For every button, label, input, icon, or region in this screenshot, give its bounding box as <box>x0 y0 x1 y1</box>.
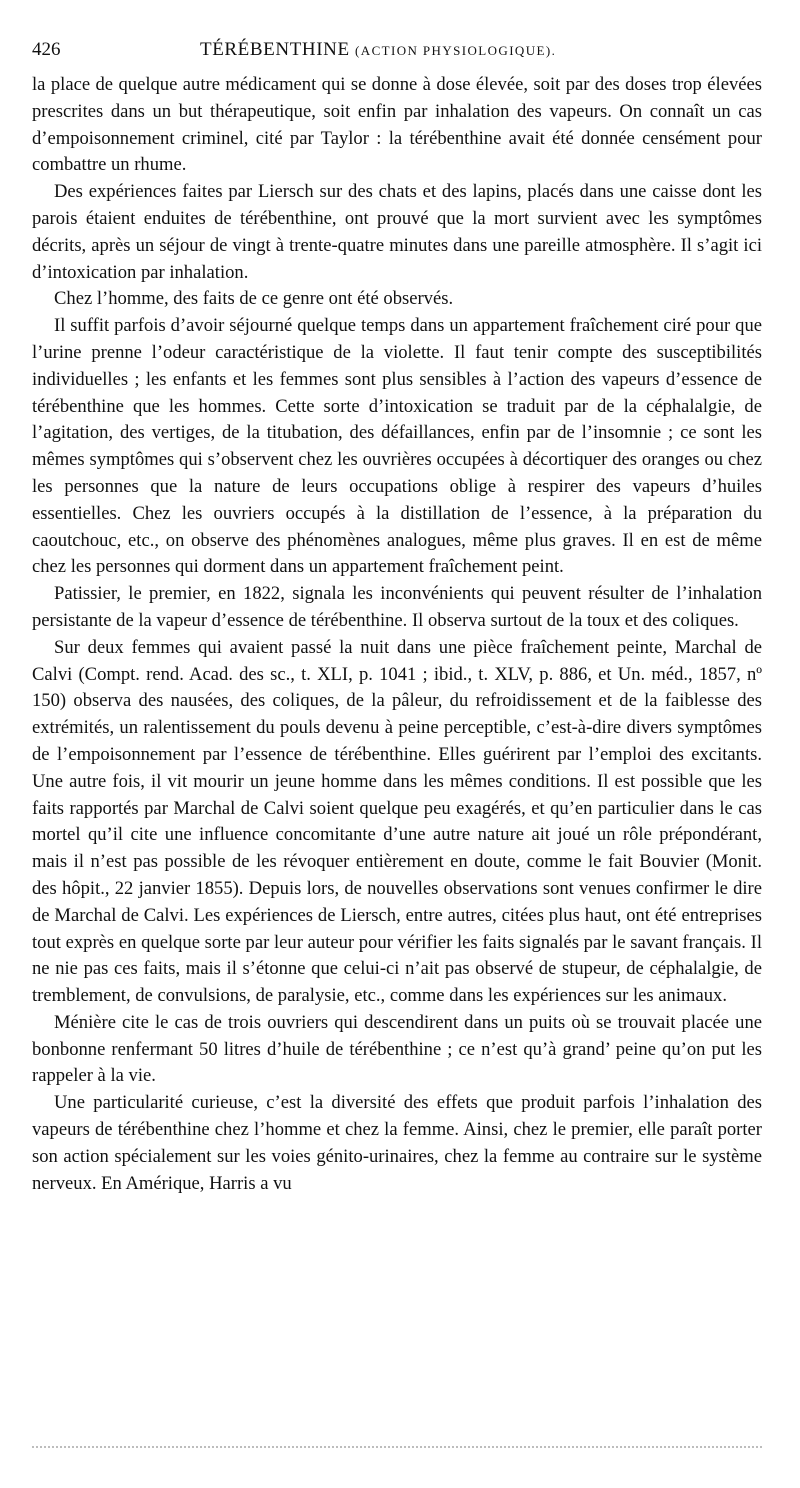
paragraph: Ménière cite le cas de trois ouvriers qui descendirent dans un puits où se trouvait placée une bonbonne renfermant 50 litres d’huile de térébenthine ; ce n’est qu’à grand’ peine qu’on put les rappeler à la vie. <box>32 1011 762 1087</box>
running-title <box>200 36 556 65</box>
paragraph: Une particularité curieuse, c’est la diversité des effets que produit parfois l’inhalation des vapeurs de térébenthine chez l’homme et chez la femme. Ainsi, chez le premier, elle paraît porter son action spécialement sur les voies génito-urinaires, chez la femme au contraire sur le système nerveux. En Amérique, Harris a vu <box>32 1092 762 1194</box>
page-number: 426 <box>32 39 61 60</box>
paragraph: Chez l’homme, des faits de ce genre ont été observés. <box>54 288 454 310</box>
paragraph: la place de quelque autre médicament qui se donne à dose élevée, soit par des doses trop élevées prescrites dans un but thérapeutique, soit enfin par inhalation des vapeurs. On connaît un cas d’empoisonnement criminel, cité par Taylor : la térébenthine avait été donnée censément pour combattre un rhume. <box>32 74 762 176</box>
running-title-subtitle: (ACTION PHYSIOLOGIQUE). <box>355 43 557 58</box>
running-title-main: TÉRÉBENTHINE <box>200 39 350 60</box>
paragraph: Des expériences faites par Liersch sur des chats et des lapins, placés dans une caisse dont les parois étaient enduites de térébenthine, ont prouvé que la mort survient avec les symptômes décrits, après un séjour de vingt à trente-quatre minutes dans une pareille atmosphère. Il s’agit ici d’intoxication par inhalation. <box>32 181 762 283</box>
faded-footer-line <box>32 1446 762 1448</box>
paragraph: Patissier, le premier, en 1822, signala les inconvénients qui peuvent résulter de l’inhalation persistante de la vapeur d’essence de térébenthine. Il observa surtout de la toux et des coliques. <box>32 583 762 631</box>
paragraph: Sur deux femmes qui avaient passé la nuit dans une pièce fraîchement peinte, Marchal de Calvi (Compt. rend. Acad. des sc., t. XLI, p. 1041 ; ibid., t. XLV, p. 886, et Un. méd., 1857, nº 150) observa des nausées, des coliques, de la pâleur, du refroidissement et de la faiblesse des extrémités, un ralentissement du pouls devenu à peine perceptible, c’est-à-dire divers symptômes de l’empoisonnement par l’essence de térébenthine. Elles guérirent par l’emploi des excitants. Une autre fois, il vit mourir un jeune homme dans les mêmes conditions. Il est possible que les faits rapportés par Marchal de Calvi soient quelque peu exagérés, et qu’en particulier dans le cas mortel qu’il cite une influence concomitante d’une autre nature ait joué un rôle prépondérant, mais il n’est pas possible de les révoquer entièrement en doute, comme le fait Bouvier (Monit. des hôpit., 22 janvier 1855). Depuis lors, de nouvelles observations sont venues confirmer le dire de Marchal de Calvi. Les expériences de Liersch, entre autres, citées plus haut, ont été entreprises tout exprès en quelque sorte par leur auteur pour vérifier les faits signalés par le savant français. Il ne nie pas ces faits, mais il s’étonne que celui-ci n’ait pas observé de stupeur, de céphalalgie, de tremblement, de convulsions, de paralysie, etc., comme dans les expériences sur les animaux. <box>32 636 762 1007</box>
running-head <box>32 36 764 64</box>
body-text <box>32 72 762 1197</box>
paragraph: Il suffit parfois d’avoir séjourné quelque temps dans un appartement fraîchement ciré pour que l’urine prenne l’odeur caractéristique de la violette. Il faut tenir compte des susceptibilités individuelles ; les enfants et les femmes sont plus sensibles à l’action des vapeurs d’essence de térébenthine que les hommes. Cette sorte d’intoxication se traduit par de la céphalalgie, de l’agitation, des vertiges, de la titubation, des défaillances, enfin par de l’insomnie ; ce sont les mêmes symptômes qui s’observent chez les ouvrières occupées à décortiquer des oranges ou chez les personnes que la nature de leurs occupations oblige à respirer des vapeurs d’huiles essentielles. Chez les ouvriers occupés à la distillation de l’essence, à la préparation du caoutchouc, etc., on observe des phénomènes analogues, même plus graves. Il en est de même chez les personnes qui dorment dans un appartement fraîchement peint. <box>32 315 762 578</box>
